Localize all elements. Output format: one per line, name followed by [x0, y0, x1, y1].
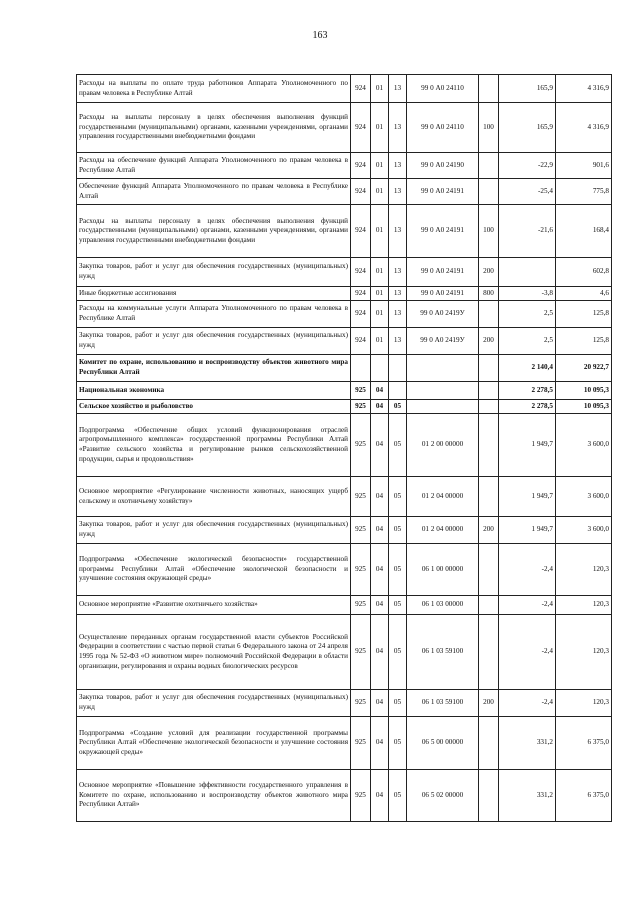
subsection-code: 13	[389, 75, 407, 103]
amount-change: 331,2	[499, 770, 556, 822]
expense-type-code: 200	[479, 690, 499, 717]
subsection-code: 13	[389, 205, 407, 258]
row-name: Расходы на выплаты по оплате труда работников Аппарата Уполномоченного по правам человека в Республике Алтай	[77, 75, 351, 103]
ministry-code: 925	[351, 596, 371, 615]
ministry-code: 925	[351, 717, 371, 770]
ministry-code: 924	[351, 179, 371, 205]
row-name: Расходы на выплаты персоналу в целях обеспечения выполнения функций государственными (муниципальными) органами, казенными учреждениями, органами управления государственными внебюджетными фондами	[77, 103, 351, 153]
row-name: Расходы на выплаты персоналу в целях обеспечения выполнения функций государственными (муниципальными) органами, казенными учреждениями, органами управления государственными внебюджетными фондами	[77, 205, 351, 258]
amount-total: 602,8	[556, 258, 612, 287]
section-code: 04	[371, 717, 389, 770]
table-row	[77, 717, 612, 770]
expense-type-code	[479, 477, 499, 517]
row-name: Основное мероприятие «Повышение эффективности государственного управления в Комитете по охране, использованию и воспроизводству объектов животного мира Республики Алтай»	[77, 770, 351, 822]
amount-total: 901,6	[556, 153, 612, 179]
amount-change: -22,9	[499, 153, 556, 179]
target-article-code: 06 5 00 00000	[407, 717, 479, 770]
row-name: Подпрограмма «Создание условий для реализации государственной программы Республики Алтай «Обеспечение экологической безопасности и улучшение состояния окружающей среды»	[77, 717, 351, 770]
amount-total: 120,3	[556, 615, 612, 690]
ministry-code: 924	[351, 75, 371, 103]
ministry-code: 924	[351, 328, 371, 355]
target-article-code: 99 0 А0 2419У	[407, 301, 479, 328]
subsection-code: 05	[389, 770, 407, 822]
ministry-code: 925	[351, 382, 371, 400]
amount-change: -2,4	[499, 690, 556, 717]
target-article-code: 01 2 04 00000	[407, 477, 479, 517]
target-article-code: 99 0 А0 24110	[407, 103, 479, 153]
amount-total: 125,8	[556, 301, 612, 328]
amount-change: 2,5	[499, 328, 556, 355]
row-name: Обеспечение функций Аппарата Уполномоченного по правам человека в Республике Алтай	[77, 179, 351, 205]
amount-total: 125,8	[556, 328, 612, 355]
ministry-code: 924	[351, 205, 371, 258]
target-article-code: 99 0 А0 24191	[407, 179, 479, 205]
amount-total: 120,3	[556, 544, 612, 596]
subsection-code: 05	[389, 517, 407, 544]
expense-type-code	[479, 414, 499, 477]
budget-table	[76, 74, 612, 822]
table-row	[77, 287, 612, 301]
row-name: Комитет по охране, использованию и воспроизводству объектов животного мира Республики Алтай	[77, 355, 351, 382]
section-code: 01	[371, 258, 389, 287]
amount-total: 6 375,0	[556, 717, 612, 770]
subsection-code	[389, 355, 407, 382]
row-name: Сельское хозяйство и рыболовство	[77, 400, 351, 414]
amount-change: -25,4	[499, 179, 556, 205]
section-code: 01	[371, 205, 389, 258]
expense-type-code	[479, 355, 499, 382]
section-code	[371, 355, 389, 382]
ministry-code: 924	[351, 258, 371, 287]
expense-type-code: 100	[479, 205, 499, 258]
section-code: 04	[371, 382, 389, 400]
table-row	[77, 414, 612, 477]
row-name: Расходы на обеспечение функций Аппарата Уполномоченного по правам человека в Республике Алтай	[77, 153, 351, 179]
section-code: 01	[371, 153, 389, 179]
page-number: 163	[312, 30, 328, 41]
target-article-code	[407, 400, 479, 414]
subsection-code: 13	[389, 153, 407, 179]
table-row	[77, 179, 612, 205]
amount-change: 1 949,7	[499, 414, 556, 477]
amount-total: 3 600,0	[556, 517, 612, 544]
target-article-code: 06 1 03 59100	[407, 690, 479, 717]
table-row	[77, 382, 612, 400]
table-row	[77, 615, 612, 690]
ministry-code: 925	[351, 477, 371, 517]
target-article-code: 99 0 А0 24191	[407, 205, 479, 258]
amount-total: 4 316,9	[556, 103, 612, 153]
section-code: 04	[371, 517, 389, 544]
subsection-code: 05	[389, 615, 407, 690]
target-article-code: 99 0 А0 24110	[407, 75, 479, 103]
amount-change: 2 278,5	[499, 382, 556, 400]
expense-type-code	[479, 75, 499, 103]
table-row	[77, 770, 612, 822]
expense-type-code	[479, 544, 499, 596]
ministry-code: 924	[351, 153, 371, 179]
target-article-code: 06 5 02 00000	[407, 770, 479, 822]
subsection-code: 05	[389, 414, 407, 477]
target-article-code: 99 0 А0 24190	[407, 153, 479, 179]
table-row	[77, 400, 612, 414]
expense-type-code	[479, 179, 499, 205]
section-code: 04	[371, 615, 389, 690]
amount-change: 1 949,7	[499, 477, 556, 517]
section-code: 01	[371, 328, 389, 355]
amount-total: 4,6	[556, 287, 612, 301]
table-row	[77, 355, 612, 382]
subsection-code: 05	[389, 717, 407, 770]
subsection-code: 13	[389, 179, 407, 205]
ministry-code: 925	[351, 544, 371, 596]
row-name: Закупка товаров, работ и услуг для обеспечения государственных (муниципальных) нужд	[77, 328, 351, 355]
table-row	[77, 258, 612, 287]
table-row	[77, 153, 612, 179]
section-code: 04	[371, 690, 389, 717]
ministry-code: 925	[351, 414, 371, 477]
section-code: 04	[371, 414, 389, 477]
expense-type-code	[479, 717, 499, 770]
subsection-code: 05	[389, 477, 407, 517]
row-name: Национальная экономика	[77, 382, 351, 400]
target-article-code: 06 1 00 00000	[407, 544, 479, 596]
expense-type-code	[479, 301, 499, 328]
expense-type-code: 100	[479, 103, 499, 153]
target-article-code	[407, 382, 479, 400]
amount-change: -3,8	[499, 287, 556, 301]
amount-change: 165,9	[499, 103, 556, 153]
amount-total: 775,8	[556, 179, 612, 205]
amount-total: 3 600,0	[556, 414, 612, 477]
section-code: 04	[371, 400, 389, 414]
expense-type-code: 200	[479, 328, 499, 355]
amount-change: 1 949,7	[499, 517, 556, 544]
section-code: 01	[371, 179, 389, 205]
expense-type-code	[479, 596, 499, 615]
table-row	[77, 328, 612, 355]
section-code: 04	[371, 596, 389, 615]
table-row	[77, 690, 612, 717]
section-code: 01	[371, 103, 389, 153]
expense-type-code	[479, 400, 499, 414]
section-code: 01	[371, 75, 389, 103]
section-code: 04	[371, 477, 389, 517]
subsection-code: 05	[389, 544, 407, 596]
section-code: 04	[371, 544, 389, 596]
ministry-code: 925	[351, 770, 371, 822]
amount-total: 10 095,3	[556, 382, 612, 400]
table-row	[77, 205, 612, 258]
amount-total: 168,4	[556, 205, 612, 258]
target-article-code: 01 2 04 00000	[407, 517, 479, 544]
table-row	[77, 75, 612, 103]
ministry-code: 925	[351, 615, 371, 690]
ministry-code	[351, 355, 371, 382]
amount-change: 2,5	[499, 301, 556, 328]
table-row	[77, 301, 612, 328]
target-article-code: 99 0 А0 2419У	[407, 328, 479, 355]
ministry-code: 924	[351, 301, 371, 328]
table-row	[77, 517, 612, 544]
row-name: Основное мероприятие «Регулирование численности животных, наносящих ущерб сельскому и охотничьему хозяйству»	[77, 477, 351, 517]
subsection-code: 05	[389, 400, 407, 414]
section-code: 01	[371, 301, 389, 328]
subsection-code: 13	[389, 301, 407, 328]
row-name: Закупка товаров, работ и услуг для обеспечения государственных (муниципальных) нужд	[77, 517, 351, 544]
expense-type-code	[479, 153, 499, 179]
section-code: 01	[371, 287, 389, 301]
target-article-code	[407, 355, 479, 382]
subsection-code	[389, 382, 407, 400]
row-name: Закупка товаров, работ и услуг для обеспечения государственных (муниципальных) нужд	[77, 690, 351, 717]
amount-change: 165,9	[499, 75, 556, 103]
row-name: Основное мероприятие «Развитие охотничьего хозяйства»	[77, 596, 351, 615]
amount-total: 3 600,0	[556, 477, 612, 517]
table-row	[77, 477, 612, 517]
ministry-code: 924	[351, 103, 371, 153]
amount-total: 20 922,7	[556, 355, 612, 382]
subsection-code: 13	[389, 328, 407, 355]
expense-type-code: 800	[479, 287, 499, 301]
subsection-code: 05	[389, 690, 407, 717]
row-name: Расходы на коммунальные услуги Аппарата Уполномоченного по правам человека в Республике Алтай	[77, 301, 351, 328]
amount-change: -2,4	[499, 544, 556, 596]
table-row	[77, 544, 612, 596]
subsection-code: 05	[389, 596, 407, 615]
amount-total: 6 375,0	[556, 770, 612, 822]
row-name: Подпрограмма «Обеспечение экологической безопасности» государственной программы Республики Алтай «Обеспечение экологической безопасности и улучшение состояния окружающей среды»	[77, 544, 351, 596]
amount-change: 2 140,4	[499, 355, 556, 382]
amount-change: 331,2	[499, 717, 556, 770]
target-article-code: 06 1 03 00000	[407, 596, 479, 615]
target-article-code: 01 2 00 00000	[407, 414, 479, 477]
row-name: Подпрограмма «Обеспечение общих условий функционирования отраслей агропромышленного комплекса» государственной программы Республики Алтай «Развитие сельского хозяйства и регулирование рынков сельскохозяйственной продукции, сырья и продовольствия»	[77, 414, 351, 477]
target-article-code: 99 0 А0 24191	[407, 258, 479, 287]
amount-total: 120,3	[556, 690, 612, 717]
amount-change	[499, 258, 556, 287]
section-code: 04	[371, 770, 389, 822]
expense-type-code: 200	[479, 517, 499, 544]
amount-total: 4 316,9	[556, 75, 612, 103]
amount-total: 120,3	[556, 596, 612, 615]
row-name: Закупка товаров, работ и услуг для обеспечения государственных (муниципальных) нужд	[77, 258, 351, 287]
expense-type-code	[479, 770, 499, 822]
amount-change: -2,4	[499, 615, 556, 690]
expense-type-code: 200	[479, 258, 499, 287]
ministry-code: 925	[351, 400, 371, 414]
row-name: Иные бюджетные ассигнования	[77, 287, 351, 301]
amount-change: -2,4	[499, 596, 556, 615]
ministry-code: 925	[351, 517, 371, 544]
table-row	[77, 103, 612, 153]
target-article-code: 06 1 03 59100	[407, 615, 479, 690]
subsection-code: 13	[389, 258, 407, 287]
amount-change: -21,6	[499, 205, 556, 258]
ministry-code: 925	[351, 690, 371, 717]
subsection-code: 13	[389, 103, 407, 153]
target-article-code: 99 0 А0 24191	[407, 287, 479, 301]
amount-total: 10 095,3	[556, 400, 612, 414]
ministry-code: 924	[351, 287, 371, 301]
table-row	[77, 596, 612, 615]
expense-type-code	[479, 615, 499, 690]
amount-change: 2 278,5	[499, 400, 556, 414]
row-name: Осуществление переданных органам государственной власти субъектов Российской Федерации в соответствии с частью первой статьи 6 Федерального закона от 24 апреля 1995 года № 52-ФЗ «О животном мире» полномочий Российской Федерации в области организации, регулирования и охраны водных биологических ресурсов	[77, 615, 351, 690]
subsection-code: 13	[389, 287, 407, 301]
expense-type-code	[479, 382, 499, 400]
